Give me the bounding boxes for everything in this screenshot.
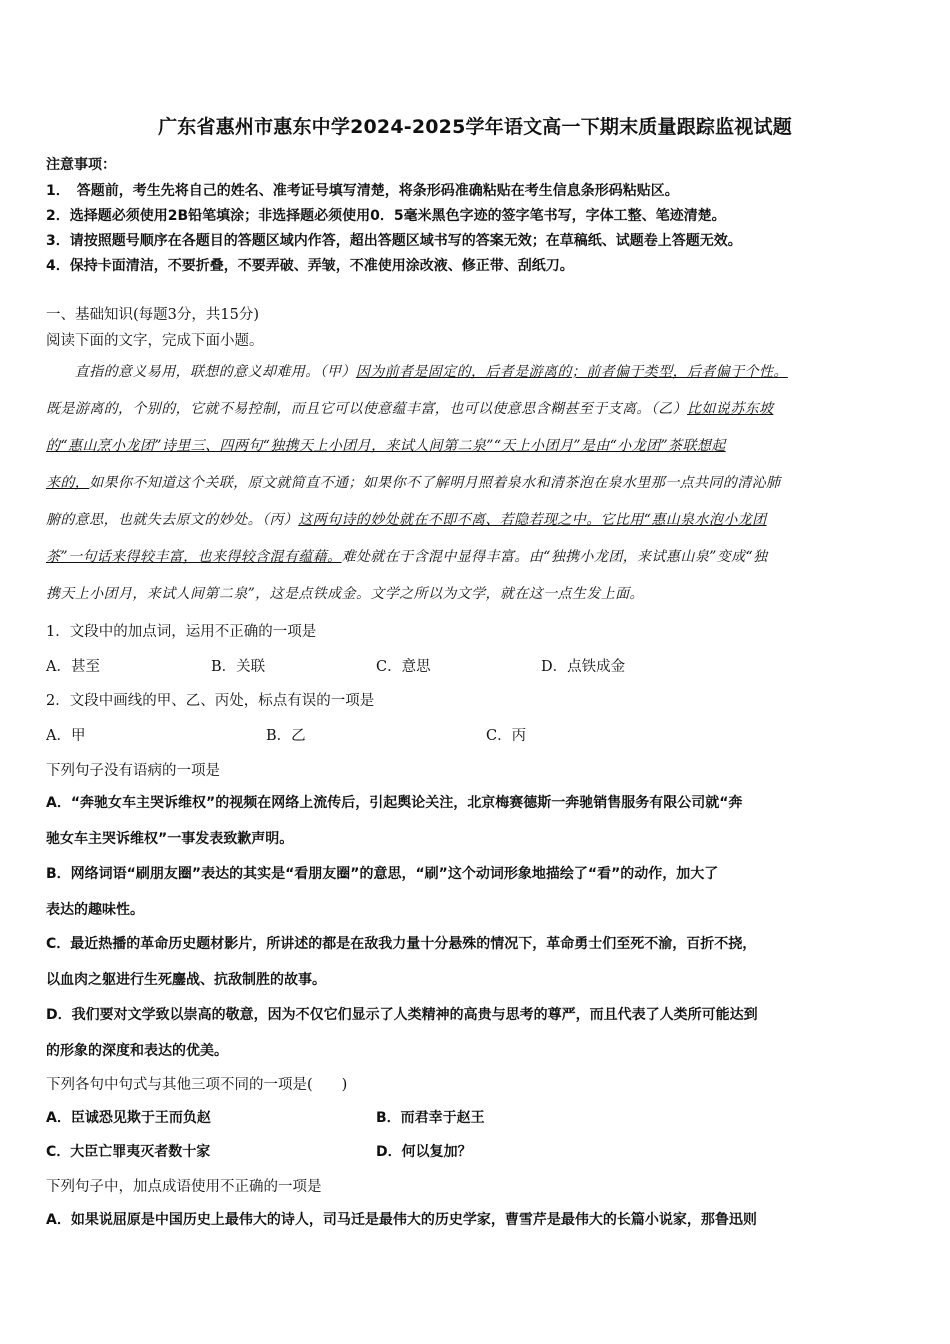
- q2-option-c[interactable]: C．丙: [486, 728, 527, 744]
- notice-item-2: 2．选择题必须使用2B铅笔填涂；非选择题必须使用0．5毫米黑色字迹的签字笔书写，字体工整、笔迹清楚。: [46, 208, 726, 224]
- underlined-bing: 茶”一句话来得较丰富，也来得较含混有蕴藉。: [46, 549, 342, 565]
- q1-option-b[interactable]: B．关联: [211, 659, 266, 675]
- passage-line-7: [46, 583, 644, 603]
- passage-text: 既是游离的，个别的，它就不易控制，而且它可以使意蕴丰富，也可以使意思含糊甚至于支离。（乙）: [46, 401, 687, 417]
- q1-option-a[interactable]: A．甚至: [46, 659, 100, 675]
- notice-item-1: 1． 答题前，考生先将自己的姓名、准考证号填写清楚，将条形码准确粘贴在考生信息条形码粘贴区。: [46, 183, 679, 199]
- question-1-stem: 1．文段中的加点词，运用不正确的一项是: [46, 624, 317, 640]
- passage-text: 直指的意义易用，联想的意义却难用。（甲）: [46, 364, 356, 380]
- q3-option-a-line-1[interactable]: A．“奔驰女车主哭诉维权”的视频在网络上流传后，引起舆论关注，北京梅赛德斯一奔驰销售服务有限公司就“奔: [46, 795, 743, 811]
- q3-option-b-line-1[interactable]: B．网络词语“刷朋友圈”表达的其实是“看朋友圈”的意思，“刷”这个动词形象地描绘了“看”的动作，加大了: [46, 866, 719, 882]
- q3-option-c-line-2[interactable]: 以血肉之躯进行生死鏖战、抗敌制胜的故事。: [46, 972, 326, 988]
- passage-text: 难处就在于含混中显得丰富。由“独携小龙团，来试惠山泉”变成“独: [341, 549, 768, 565]
- passage-text: 携天上小团月，来试人间第二泉”，这是点铁成金。文学之所以为文学，就在这一点生发上面。: [46, 586, 644, 602]
- q2-option-a[interactable]: A．甲: [46, 728, 86, 744]
- page-title: 广东省惠州市惠东中学2024-2025学年语文高一下期末质量跟踪监视试题: [158, 116, 792, 138]
- q4-option-c[interactable]: C．大臣亡罪夷灭者数十家: [46, 1144, 211, 1160]
- passage-text: 腑的意思，也就失去原文的妙处。（丙）: [46, 512, 299, 528]
- q4-option-a[interactable]: A．臣诚恐见欺于王而负赵: [46, 1110, 211, 1126]
- passage-text: 如果你不知道这个关联，原文就简直不通；如果你不了解明月照着泉水和清茶泡在泉水里那一点共同的清沁肺: [89, 475, 781, 491]
- notice-item-3: 3．请按照题号顺序在各题目的答题区域内作答，超出答题区域书写的答案无效；在草稿纸、试题卷上答题无效。: [46, 233, 742, 249]
- question-5-stem: 下列句子中，加点成语使用不正确的一项是: [46, 1179, 322, 1195]
- passage-line-1: [46, 361, 788, 381]
- q2-option-b[interactable]: B．乙: [266, 728, 306, 744]
- question-4-stem: 下列各句中句式与其他三项不同的一项是( ): [46, 1077, 348, 1093]
- underlined-yi: 比如说苏东坡: [687, 401, 774, 417]
- q3-option-a-line-2[interactable]: 驰女车主哭诉维权”一事发表致歉声明。: [46, 831, 294, 847]
- question-3-stem: 下列句子没有语病的一项是: [46, 763, 220, 779]
- underlined-jia: 因为前者是固定的，后者是游离的；前者偏于类型，后者偏于个性。: [355, 364, 788, 380]
- underlined-bing: 这两句诗的妙处就在不即不离、若隐若现之中。它比用“惠山泉水泡小龙团: [298, 512, 767, 528]
- section-heading: 一、基础知识(每题3分，共15分): [46, 307, 259, 323]
- q3-option-b-line-2[interactable]: 表达的趣味性。: [46, 902, 144, 918]
- notice-item-4: 4．保持卡面清洁，不要折叠，不要弄破、弄皱，不准使用涂改液、修正带、刮纸刀。: [46, 258, 574, 274]
- q3-option-c-line-1[interactable]: C．最近热播的革命历史题材影片，所讲述的都是在敌我力量十分悬殊的情况下，革命勇士们至死不渝，百折不挠，: [46, 936, 757, 952]
- passage-line-6: [46, 546, 767, 566]
- passage-line-2: [46, 398, 773, 418]
- underlined-yi: 的“惠山烹小龙团”诗里三、四两句“独携天上小团月，来试人间第二泉”“天上小团月”是由“小龙团”茶联想起: [46, 438, 726, 454]
- question-2-stem: 2．文段中画线的甲、乙、丙处，标点有误的一项是: [46, 693, 375, 709]
- notice-heading: 注意事项：: [46, 157, 116, 173]
- reading-instruction: 阅读下面的文字，完成下面小题。: [46, 333, 264, 349]
- passage-line-3: [46, 435, 726, 455]
- q4-option-b[interactable]: B．而君幸于赵王: [376, 1110, 485, 1126]
- q3-option-d-line-2[interactable]: 的形象的深度和表达的优美。: [46, 1043, 228, 1059]
- underlined-yi: 来的，: [46, 475, 90, 491]
- q1-option-d[interactable]: D．点铁成金: [541, 659, 626, 675]
- passage-line-5: [46, 509, 767, 529]
- passage-line-4: [46, 472, 780, 492]
- q5-option-a-line-1[interactable]: A．如果说屈原是中国历史上最伟大的诗人，司马迁是最伟大的历史学家，曹雪芹是最伟大的长篇小说家，那鲁迅则: [46, 1212, 757, 1228]
- q4-option-d[interactable]: D．何以复加？: [376, 1144, 472, 1160]
- q3-option-d-line-1[interactable]: D．我们要对文学致以崇高的敬意，因为不仅它们显示了人类精神的高贵与思考的尊严，而且代表了人类所可能达到: [46, 1007, 758, 1023]
- q1-option-c[interactable]: C．意思: [376, 659, 431, 675]
